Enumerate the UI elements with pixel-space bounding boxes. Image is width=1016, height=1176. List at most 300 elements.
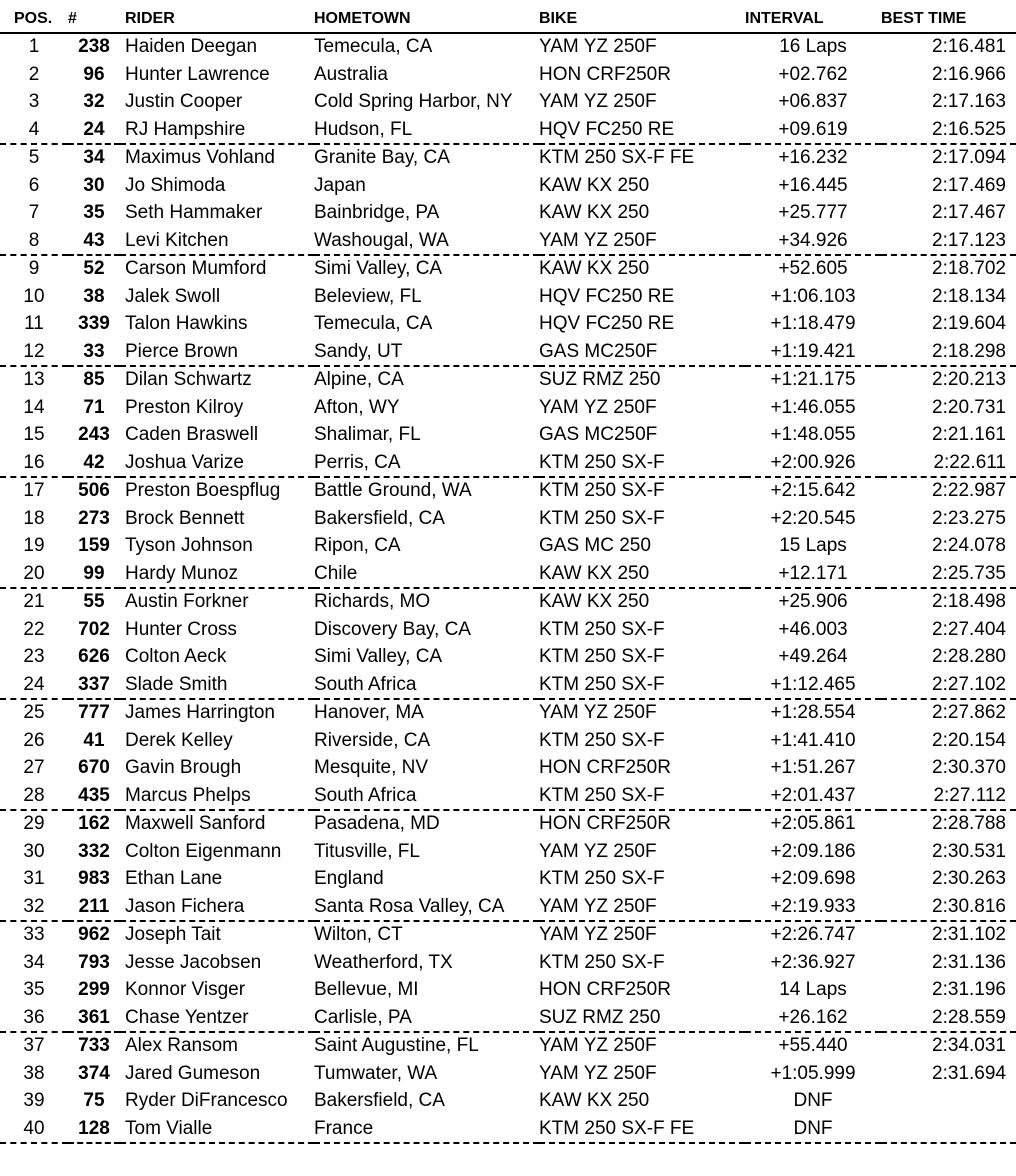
cell-number: 71 xyxy=(83,396,105,418)
cell-number: 99 xyxy=(68,560,120,588)
cell-hometown: Bakersfield, CA xyxy=(314,1090,445,1112)
cell-hometown: Temecula, CA xyxy=(314,33,539,61)
cell-interval: +1:41.410 xyxy=(770,729,856,751)
cell-number: 128 xyxy=(68,1115,120,1143)
cell-rider: Justin Cooper xyxy=(125,91,243,113)
cell-hometown: Simi Valley, CA xyxy=(314,258,443,280)
cell-bike: KAW KX 250 xyxy=(539,202,650,224)
cell-rider: Dilan Schwartz xyxy=(125,369,252,391)
cell-bike: KTM 250 SX-F xyxy=(539,449,745,477)
table-row xyxy=(0,338,1016,366)
cell-interval: 14 Laps xyxy=(779,979,847,1001)
cell-rider: Ryder DiFrancesco xyxy=(125,1090,288,1112)
cell-interval: +26.162 xyxy=(745,1004,881,1032)
cell-pos: 15 xyxy=(23,424,45,446)
table-row xyxy=(0,366,1016,394)
cell-number: 24 xyxy=(68,116,120,144)
cell-rider: Maximus Vohland xyxy=(125,147,275,169)
cell-interval: +1:05.999 xyxy=(770,1062,856,1084)
cell-number: 332 xyxy=(78,840,110,862)
cell-rider: Chase Yentzer xyxy=(120,1004,314,1032)
cell-number: 962 xyxy=(78,924,110,946)
cell-bike: HON CRF250R xyxy=(539,757,671,779)
cell-bike: YAM YZ 250F xyxy=(539,702,657,724)
table-row xyxy=(0,810,1016,838)
cell-best-time: 2:30.816 xyxy=(881,893,1016,921)
cell-interval: +1:28.554 xyxy=(770,702,856,724)
cell-hometown: Chile xyxy=(314,560,539,588)
cell-pos: 23 xyxy=(23,646,45,668)
table-row xyxy=(0,616,1016,644)
cell-number: 337 xyxy=(68,671,120,699)
cell-pos: 33 xyxy=(23,924,45,946)
cell-best-time: 2:27.102 xyxy=(881,671,1016,699)
cell-number: 299 xyxy=(78,979,110,1001)
cell-pos: 17 xyxy=(23,480,45,502)
cell-rider: Talon Hawkins xyxy=(125,313,248,335)
cell-best-time: 2:16.966 xyxy=(932,63,1006,85)
cell-interval: +12.171 xyxy=(745,560,881,588)
cell-best-time: 2:18.298 xyxy=(881,338,1016,366)
cell-hometown: Hanover, MA xyxy=(314,702,424,724)
cell-bike: YAM YZ 250F xyxy=(539,1035,657,1057)
cell-pos: 34 xyxy=(23,951,45,973)
cell-hometown: Bainbridge, PA xyxy=(314,202,440,224)
cell-number: 211 xyxy=(68,893,120,921)
cell-number: 43 xyxy=(68,227,120,255)
cell-rider: Pierce Brown xyxy=(120,338,314,366)
cell-hometown: Discovery Bay, CA xyxy=(314,618,471,640)
cell-hometown: Beleview, FL xyxy=(314,285,422,307)
cell-pos: 6 xyxy=(28,174,40,196)
table-row xyxy=(0,560,1016,588)
cell-rider: Jesse Jacobsen xyxy=(125,951,262,973)
cell-hometown: Pasadena, MD xyxy=(314,813,440,835)
cell-bike: YAM YZ 250F xyxy=(539,91,657,113)
cell-hometown: Weatherford, TX xyxy=(314,951,453,973)
cell-pos: 31 xyxy=(23,868,45,890)
cell-bike: GAS MC250F xyxy=(539,424,658,446)
cell-best-time: 2:31.136 xyxy=(932,951,1006,973)
cell-rider: Joshua Varize xyxy=(120,449,314,477)
cell-interval: +1:21.175 xyxy=(770,369,856,391)
cell-rider: RJ Hampshire xyxy=(120,116,314,144)
cell-best-time: 2:31.102 xyxy=(932,924,1006,946)
cell-pos: 8 xyxy=(0,227,68,255)
table-row xyxy=(0,144,1016,172)
table-row xyxy=(0,33,1016,61)
cell-number: 506 xyxy=(78,480,110,502)
cell-bike: YAM YZ 250F xyxy=(539,840,657,862)
cell-bike: KAW KX 250 xyxy=(539,560,745,588)
cell-hometown: Australia xyxy=(314,63,388,85)
cell-hometown: Perris, CA xyxy=(314,449,539,477)
cell-bike: HON CRF250R xyxy=(539,813,671,835)
cell-rider: Joseph Tait xyxy=(125,924,221,946)
cell-rider: Tom Vialle xyxy=(120,1115,314,1143)
cell-hometown: Riverside, CA xyxy=(314,729,431,751)
cell-hometown: Tumwater, WA xyxy=(314,1062,438,1084)
table-row xyxy=(0,61,1016,89)
table-row xyxy=(0,1004,1016,1032)
cell-best-time: 2:22.987 xyxy=(932,480,1006,502)
table-row xyxy=(0,782,1016,810)
cell-number: 35 xyxy=(83,202,105,224)
cell-interval: +1:12.465 xyxy=(745,671,881,699)
cell-rider: Marcus Phelps xyxy=(120,782,314,810)
cell-bike: YAM YZ 250F xyxy=(539,1062,657,1084)
cell-pos: 29 xyxy=(23,813,45,835)
cell-interval: +25.906 xyxy=(778,591,848,613)
cell-best-time: 2:18.702 xyxy=(932,258,1006,280)
cell-pos: 9 xyxy=(28,258,40,280)
table-row xyxy=(0,449,1016,477)
cell-number: 34 xyxy=(83,147,105,169)
table-row xyxy=(0,893,1016,921)
cell-rider: Hardy Munoz xyxy=(120,560,314,588)
cell-bike: YAM YZ 250F xyxy=(539,893,745,921)
cell-interval: +2:19.933 xyxy=(745,893,881,921)
cell-rider: Levi Kitchen xyxy=(120,227,314,255)
table-row xyxy=(0,699,1016,727)
cell-number: 52 xyxy=(83,258,105,280)
cell-interval: +2:00.926 xyxy=(745,449,881,477)
cell-pos: 27 xyxy=(23,757,45,779)
results-body xyxy=(0,33,1016,1143)
cell-number: 42 xyxy=(68,449,120,477)
cell-hometown: Ripon, CA xyxy=(314,535,401,557)
cell-interval: +25.777 xyxy=(778,202,848,224)
cell-interval: +16.445 xyxy=(778,174,848,196)
cell-interval: +1:48.055 xyxy=(770,424,856,446)
cell-hometown: Temecula, CA xyxy=(314,313,433,335)
cell-interval: +46.003 xyxy=(778,618,848,640)
cell-hometown: South Africa xyxy=(314,671,539,699)
cell-number: 733 xyxy=(78,1035,110,1057)
table-row xyxy=(0,505,1016,533)
cell-bike: KTM 250 SX-F xyxy=(539,480,665,502)
cell-hometown: Bellevue, MI xyxy=(314,979,419,1001)
cell-interval: DNF xyxy=(793,1090,833,1112)
cell-bike: KAW KX 250 xyxy=(539,1090,650,1112)
cell-bike: GAS MC 250 xyxy=(539,535,651,557)
cell-hometown: Alpine, CA xyxy=(314,369,404,391)
header-number: # xyxy=(68,9,77,27)
cell-number: 38 xyxy=(83,285,105,307)
cell-rider: Ethan Lane xyxy=(125,868,223,890)
cell-number: 435 xyxy=(68,782,120,810)
cell-number: 793 xyxy=(78,951,110,973)
cell-pos: 1 xyxy=(0,33,68,61)
table-row xyxy=(0,89,1016,117)
cell-bike: KTM 250 SX-F xyxy=(539,507,665,529)
cell-pos: 4 xyxy=(0,116,68,144)
cell-interval: +1:19.421 xyxy=(745,338,881,366)
cell-interval: DNF xyxy=(745,1115,881,1143)
cell-interval: +52.605 xyxy=(778,258,848,280)
cell-pos: 22 xyxy=(23,618,45,640)
cell-hometown: South Africa xyxy=(314,782,539,810)
cell-interval: +2:01.437 xyxy=(745,782,881,810)
table-row xyxy=(0,588,1016,616)
cell-hometown: Richards, MO xyxy=(314,591,431,613)
table-row xyxy=(0,727,1016,755)
cell-bike: KTM 250 SX-F FE xyxy=(539,147,695,169)
cell-pos: 21 xyxy=(23,591,45,613)
cell-pos: 30 xyxy=(23,840,45,862)
cell-number: 983 xyxy=(78,868,110,890)
table-row xyxy=(0,866,1016,894)
table-row xyxy=(0,921,1016,949)
table-row xyxy=(0,977,1016,1005)
cell-interval: +06.837 xyxy=(778,91,848,113)
cell-hometown: Carlisle, PA xyxy=(314,1004,539,1032)
cell-interval: +2:09.186 xyxy=(770,840,856,862)
cell-best-time: 2:17.469 xyxy=(932,174,1006,196)
cell-bike: KTM 250 SX-F FE xyxy=(539,1115,745,1143)
cell-rider: Caden Braswell xyxy=(125,424,259,446)
table-row xyxy=(0,755,1016,783)
cell-pos: 39 xyxy=(23,1090,45,1112)
cell-hometown: Sandy, UT xyxy=(314,338,539,366)
cell-bike: KTM 250 SX-F xyxy=(539,951,665,973)
cell-pos: 11 xyxy=(24,313,44,335)
header-row xyxy=(0,5,1016,33)
header-hometown: HOMETOWN xyxy=(314,9,411,27)
cell-interval: +1:51.267 xyxy=(770,757,856,779)
table-row xyxy=(0,227,1016,255)
cell-hometown: Washougal, WA xyxy=(314,227,539,255)
cell-bike: KAW KX 250 xyxy=(539,258,650,280)
cell-bike: YAM YZ 250F xyxy=(539,227,745,255)
cell-best-time: 2:19.604 xyxy=(932,313,1006,335)
cell-number: 273 xyxy=(78,507,110,529)
cell-best-time xyxy=(881,1088,1016,1116)
header-bike: BIKE xyxy=(539,9,578,27)
cell-number: 55 xyxy=(83,591,105,613)
cell-pos: 26 xyxy=(23,729,45,751)
cell-best-time: 2:17.467 xyxy=(932,202,1006,224)
cell-best-time xyxy=(881,1115,1016,1143)
cell-pos: 37 xyxy=(23,1035,45,1057)
cell-pos: 16 xyxy=(0,449,68,477)
cell-number: 361 xyxy=(68,1004,120,1032)
cell-interval: +09.619 xyxy=(745,116,881,144)
cell-rider: Preston Boespflug xyxy=(125,480,281,502)
cell-pos: 25 xyxy=(23,702,45,724)
table-row xyxy=(0,172,1016,200)
table-row xyxy=(0,394,1016,422)
cell-best-time: 2:30.370 xyxy=(932,757,1006,779)
cell-interval: 16 Laps xyxy=(745,33,881,61)
cell-bike: HQV FC250 RE xyxy=(539,116,745,144)
cell-pos: 20 xyxy=(0,560,68,588)
cell-rider: Maxwell Sanford xyxy=(125,813,266,835)
header-rider: RIDER xyxy=(125,9,175,27)
cell-rider: Tyson Johnson xyxy=(125,535,253,557)
cell-best-time: 2:34.031 xyxy=(932,1035,1006,1057)
cell-interval: +49.264 xyxy=(778,646,848,668)
cell-pos: 7 xyxy=(28,202,40,224)
cell-best-time: 2:20.213 xyxy=(932,369,1006,391)
cell-number: 702 xyxy=(78,618,110,640)
cell-interval: +2:05.861 xyxy=(770,813,856,835)
table-row xyxy=(0,116,1016,144)
cell-bike: HON CRF250R xyxy=(539,63,671,85)
cell-best-time: 2:27.862 xyxy=(932,702,1006,724)
cell-bike: KTM 250 SX-F xyxy=(539,618,665,640)
cell-number: 85 xyxy=(83,369,105,391)
cell-pos: 5 xyxy=(28,147,40,169)
cell-rider: Preston Kilroy xyxy=(125,396,244,418)
cell-number: 243 xyxy=(78,424,110,446)
cell-rider: Colton Aeck xyxy=(125,646,227,668)
header-best-time: BEST TIME xyxy=(881,9,967,27)
results-header xyxy=(0,5,1016,33)
cell-hometown: Wilton, CT xyxy=(314,924,403,946)
cell-pos: 40 xyxy=(0,1115,68,1143)
cell-number: 30 xyxy=(83,174,105,196)
cell-best-time: 2:28.788 xyxy=(932,813,1006,835)
cell-rider: Jo Shimoda xyxy=(125,174,226,196)
cell-bike: HON CRF250R xyxy=(539,979,671,1001)
cell-rider: James Harrington xyxy=(125,702,275,724)
cell-interval: +2:26.747 xyxy=(770,924,856,946)
cell-number: 162 xyxy=(78,813,110,835)
cell-bike: KTM 250 SX-F xyxy=(539,729,665,751)
cell-pos: 14 xyxy=(23,396,45,418)
cell-best-time: 2:21.161 xyxy=(932,424,1006,446)
cell-hometown: Santa Rosa Valley, CA xyxy=(314,893,539,921)
cell-pos: 28 xyxy=(0,782,68,810)
cell-best-time: 2:28.559 xyxy=(881,1004,1016,1032)
cell-bike: YAM YZ 250F xyxy=(539,396,657,418)
table-row xyxy=(0,1115,1016,1143)
cell-number: 339 xyxy=(78,313,110,335)
cell-best-time: 2:23.275 xyxy=(932,507,1006,529)
table-row xyxy=(0,477,1016,505)
cell-hometown: Afton, WY xyxy=(314,396,400,418)
cell-best-time: 2:28.280 xyxy=(932,646,1006,668)
cell-hometown: England xyxy=(314,868,384,890)
cell-bike: KAW KX 250 xyxy=(539,174,650,196)
cell-hometown: Simi Valley, CA xyxy=(314,646,443,668)
cell-number: 626 xyxy=(78,646,110,668)
cell-bike: HQV FC250 RE xyxy=(539,313,675,335)
cell-interval: +1:18.479 xyxy=(770,313,856,335)
table-row xyxy=(0,949,1016,977)
table-row xyxy=(0,671,1016,699)
cell-pos: 36 xyxy=(0,1004,68,1032)
table-row xyxy=(0,644,1016,672)
cell-interval: +1:06.103 xyxy=(770,285,856,307)
cell-number: 159 xyxy=(78,535,110,557)
cell-best-time: 2:17.163 xyxy=(932,91,1006,113)
cell-number: 75 xyxy=(83,1090,105,1112)
cell-rider: Brock Bennett xyxy=(125,507,245,529)
cell-bike: KTM 250 SX-F xyxy=(539,782,745,810)
cell-best-time: 2:27.404 xyxy=(932,618,1006,640)
cell-hometown: Saint Augustine, FL xyxy=(314,1035,479,1057)
cell-best-time: 2:30.263 xyxy=(932,868,1006,890)
cell-rider: Slade Smith xyxy=(120,671,314,699)
cell-rider: Hunter Cross xyxy=(125,618,237,640)
table-row xyxy=(0,255,1016,283)
cell-best-time: 2:16.481 xyxy=(881,33,1016,61)
cell-number: 238 xyxy=(68,33,120,61)
table-row xyxy=(0,283,1016,311)
cell-interval: 15 Laps xyxy=(779,535,847,557)
table-row xyxy=(0,1060,1016,1088)
cell-interval: +16.232 xyxy=(778,147,848,169)
cell-rider: Carson Mumford xyxy=(125,258,267,280)
cell-interval: +02.762 xyxy=(778,63,848,85)
cell-pos: 35 xyxy=(23,979,45,1001)
cell-pos: 12 xyxy=(0,338,68,366)
cell-rider: Colton Eigenmann xyxy=(125,840,282,862)
cell-hometown: Granite Bay, CA xyxy=(314,147,450,169)
cell-best-time: 2:17.094 xyxy=(932,147,1006,169)
cell-hometown: France xyxy=(314,1115,539,1143)
cell-best-time: 2:17.123 xyxy=(881,227,1016,255)
table-row xyxy=(0,838,1016,866)
table-row xyxy=(0,1032,1016,1060)
cell-pos: 24 xyxy=(0,671,68,699)
cell-bike: HQV FC250 RE xyxy=(539,285,675,307)
cell-hometown: Mesquite, NV xyxy=(314,757,429,779)
cell-number: 32 xyxy=(83,91,105,113)
cell-pos: 32 xyxy=(0,893,68,921)
table-row xyxy=(0,533,1016,561)
cell-hometown: Japan xyxy=(314,174,366,196)
cell-interval: +2:09.698 xyxy=(770,868,856,890)
cell-number: 41 xyxy=(83,729,105,751)
cell-pos: 3 xyxy=(28,91,40,113)
cell-hometown: Cold Spring Harbor, NY xyxy=(314,91,513,113)
cell-interval: +1:46.055 xyxy=(770,396,856,418)
cell-best-time: 2:18.134 xyxy=(932,285,1006,307)
cell-pos: 38 xyxy=(23,1062,45,1084)
cell-best-time: 2:16.525 xyxy=(881,116,1016,144)
cell-rider: Konnor Visger xyxy=(125,979,246,1001)
cell-hometown: Battle Ground, WA xyxy=(314,480,472,502)
cell-bike: YAM YZ 250F xyxy=(539,924,657,946)
cell-bike: KTM 250 SX-F xyxy=(539,646,665,668)
cell-rider: Jason Fichera xyxy=(120,893,314,921)
cell-bike: KAW KX 250 xyxy=(539,591,650,613)
cell-hometown: Bakersfield, CA xyxy=(314,507,445,529)
cell-pos: 18 xyxy=(23,507,45,529)
cell-pos: 2 xyxy=(28,63,40,85)
table-row xyxy=(0,200,1016,228)
cell-bike: GAS MC250F xyxy=(539,338,745,366)
cell-best-time: 2:27.112 xyxy=(881,782,1016,810)
cell-rider: Alex Ransom xyxy=(125,1035,238,1057)
cell-bike: KTM 250 SX-F xyxy=(539,868,665,890)
cell-interval: +2:20.545 xyxy=(770,507,856,529)
cell-interval: +34.926 xyxy=(745,227,881,255)
cell-pos: 19 xyxy=(23,535,45,557)
cell-pos: 10 xyxy=(23,285,45,307)
cell-interval: +2:15.642 xyxy=(770,480,856,502)
cell-number: 96 xyxy=(83,63,105,85)
cell-number: 374 xyxy=(78,1062,110,1084)
results-table xyxy=(0,5,1016,1144)
cell-number: 777 xyxy=(78,702,110,724)
table-row xyxy=(0,1088,1016,1116)
cell-rider: Jared Gumeson xyxy=(125,1062,261,1084)
header-interval: INTERVAL xyxy=(745,9,824,27)
